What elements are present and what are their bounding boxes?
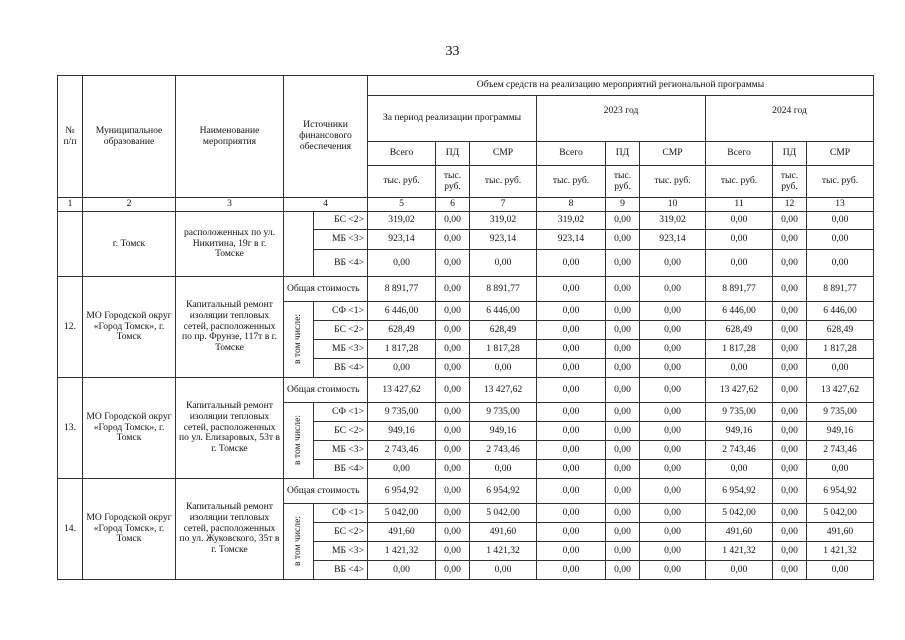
- source-label: МБ <3>: [314, 340, 368, 359]
- value-cell: 0,00: [706, 460, 773, 479]
- value-cell: 1 421,32: [470, 542, 537, 561]
- value-cell: 0,00: [368, 359, 436, 378]
- source-label: СФ <1>: [314, 403, 368, 422]
- value-cell: 0,00: [537, 441, 606, 460]
- value-cell: 0,00: [640, 422, 706, 441]
- header-subcol: Всего: [537, 142, 606, 166]
- header-period-2024: 2024 год: [706, 96, 874, 142]
- value-cell: 0,00: [640, 250, 706, 277]
- value-cell: 0,00: [706, 359, 773, 378]
- value-cell: 949,16: [470, 422, 537, 441]
- value-cell: 0,00: [773, 340, 807, 359]
- table-row: [58, 378, 874, 403]
- header-sources: Источники финансового обеспечения: [284, 76, 368, 198]
- header-period-total: За период реализации программы: [368, 96, 537, 142]
- value-cell: 0,00: [368, 460, 436, 479]
- total-label: Общая стоимость: [284, 277, 368, 302]
- value-cell: 0,00: [606, 441, 640, 460]
- value-cell: 923,14: [368, 230, 436, 250]
- value-cell: 949,16: [368, 422, 436, 441]
- value-cell: 0,00: [807, 561, 874, 580]
- in-total-cell: [284, 504, 314, 580]
- value-cell: 13 427,62: [706, 378, 773, 403]
- value-cell: 1 421,32: [368, 542, 436, 561]
- header-volume: Объем средств на реализацию мероприятий региональной программы: [368, 76, 874, 96]
- value-cell: 0,00: [640, 441, 706, 460]
- column-number: 10: [640, 198, 706, 212]
- value-cell: 0,00: [640, 504, 706, 523]
- header-unit: тыс. руб.: [537, 166, 606, 198]
- value-cell: 0,00: [606, 504, 640, 523]
- value-cell: 0,00: [773, 212, 807, 230]
- value-cell: 0,00: [640, 340, 706, 359]
- header-subcol: ПД: [606, 142, 640, 166]
- value-cell: 0,00: [537, 561, 606, 580]
- value-cell: 0,00: [606, 230, 640, 250]
- header-no: № п/п: [58, 76, 83, 198]
- value-cell: 0,00: [436, 212, 470, 230]
- column-number: 11: [706, 198, 773, 212]
- column-number: 8: [537, 198, 606, 212]
- value-cell: 949,16: [706, 422, 773, 441]
- header-subcol: ПД: [436, 142, 470, 166]
- value-cell: 0,00: [640, 523, 706, 542]
- value-cell: 0,00: [773, 479, 807, 504]
- measure-cell: Капитальный ремонт изоляции тепловых сетей, расположенных по ул. Елизаровых, 53т в г. Томске: [176, 378, 284, 479]
- value-cell: 949,16: [807, 422, 874, 441]
- value-cell: 0,00: [706, 250, 773, 277]
- value-cell: 0,00: [537, 523, 606, 542]
- value-cell: 0,00: [436, 359, 470, 378]
- value-cell: 1 817,28: [807, 340, 874, 359]
- column-number: 9: [606, 198, 640, 212]
- value-cell: 628,49: [368, 321, 436, 340]
- header-unit: тыс. руб.: [773, 166, 807, 198]
- value-cell: 0,00: [606, 212, 640, 230]
- subtotal-spacer: [284, 212, 314, 277]
- value-cell: 0,00: [537, 359, 606, 378]
- header-subcol: СМР: [470, 142, 537, 166]
- value-cell: 0,00: [436, 441, 470, 460]
- value-cell: 0,00: [606, 302, 640, 321]
- row-number: [58, 212, 83, 277]
- value-cell: 0,00: [537, 340, 606, 359]
- measure-cell: расположенных по ул. Никитина, 19г в г. Томске: [176, 212, 284, 277]
- value-cell: 6 446,00: [706, 302, 773, 321]
- header-subcol: СМР: [640, 142, 706, 166]
- header-subcol: СМР: [807, 142, 874, 166]
- source-label: СФ <1>: [314, 302, 368, 321]
- value-cell: 0,00: [537, 479, 606, 504]
- value-cell: 0,00: [537, 250, 606, 277]
- source-label: МБ <3>: [314, 230, 368, 250]
- value-cell: 0,00: [606, 250, 640, 277]
- value-cell: 0,00: [537, 321, 606, 340]
- value-cell: 319,02: [470, 212, 537, 230]
- value-cell: 8 891,77: [470, 277, 537, 302]
- header-subcol: Всего: [368, 142, 436, 166]
- value-cell: 0,00: [606, 561, 640, 580]
- value-cell: 0,00: [606, 403, 640, 422]
- value-cell: 0,00: [640, 359, 706, 378]
- value-cell: 0,00: [537, 403, 606, 422]
- value-cell: 0,00: [807, 460, 874, 479]
- header-unit: тыс. руб.: [807, 166, 874, 198]
- value-cell: 0,00: [606, 542, 640, 561]
- column-number: 5: [368, 198, 436, 212]
- value-cell: 0,00: [368, 250, 436, 277]
- value-cell: 923,14: [470, 230, 537, 250]
- value-cell: 2 743,46: [470, 441, 537, 460]
- value-cell: 0,00: [436, 277, 470, 302]
- source-label: ВБ <4>: [314, 460, 368, 479]
- value-cell: 0,00: [773, 460, 807, 479]
- value-cell: 0,00: [773, 277, 807, 302]
- value-cell: 0,00: [606, 378, 640, 403]
- value-cell: 0,00: [537, 504, 606, 523]
- value-cell: 9 735,00: [807, 403, 874, 422]
- value-cell: 6 446,00: [368, 302, 436, 321]
- value-cell: 0,00: [470, 359, 537, 378]
- header-subcol: ПД: [773, 142, 807, 166]
- value-cell: 0,00: [606, 422, 640, 441]
- value-cell: 5 042,00: [470, 504, 537, 523]
- source-label: ВБ <4>: [314, 359, 368, 378]
- row-number: 13.: [58, 378, 83, 479]
- value-cell: 0,00: [537, 378, 606, 403]
- source-label: БС <2>: [314, 422, 368, 441]
- value-cell: 0,00: [436, 504, 470, 523]
- value-cell: 6 446,00: [470, 302, 537, 321]
- header-subcol: Всего: [706, 142, 773, 166]
- column-number: 13: [807, 198, 874, 212]
- value-cell: 0,00: [807, 230, 874, 250]
- value-cell: 923,14: [640, 230, 706, 250]
- value-cell: 0,00: [436, 542, 470, 561]
- column-number: 12: [773, 198, 807, 212]
- value-cell: 0,00: [706, 230, 773, 250]
- header-unit: тыс. руб.: [640, 166, 706, 198]
- value-cell: 0,00: [773, 403, 807, 422]
- value-cell: 5 042,00: [807, 504, 874, 523]
- source-label: ВБ <4>: [314, 250, 368, 277]
- municipality-cell: МО Городской округ «Город Томск», г. Томск: [83, 277, 176, 378]
- program-funding-table: [57, 75, 874, 580]
- value-cell: 0,00: [640, 460, 706, 479]
- column-number: 2: [83, 198, 176, 212]
- value-cell: 0,00: [606, 460, 640, 479]
- value-cell: 1 817,28: [368, 340, 436, 359]
- value-cell: 0,00: [368, 561, 436, 580]
- value-cell: 0,00: [640, 321, 706, 340]
- value-cell: 0,00: [606, 340, 640, 359]
- measure-cell: Капитальный ремонт изоляции тепловых сетей, расположенных по ул. Жуковского, 35т в г. Томске: [176, 479, 284, 580]
- value-cell: 13 427,62: [807, 378, 874, 403]
- header-unit: тыс. руб.: [706, 166, 773, 198]
- column-number: 3: [176, 198, 284, 212]
- value-cell: 1 817,28: [706, 340, 773, 359]
- value-cell: 0,00: [807, 359, 874, 378]
- value-cell: 8 891,77: [368, 277, 436, 302]
- value-cell: 13 427,62: [368, 378, 436, 403]
- value-cell: 6 954,92: [706, 479, 773, 504]
- value-cell: 0,00: [537, 277, 606, 302]
- value-cell: 1 421,32: [807, 542, 874, 561]
- header-municipality: Муниципальное образование: [83, 76, 176, 198]
- value-cell: 491,60: [368, 523, 436, 542]
- value-cell: 5 042,00: [368, 504, 436, 523]
- value-cell: 0,00: [606, 479, 640, 504]
- source-label: БС <2>: [314, 212, 368, 230]
- value-cell: 0,00: [640, 378, 706, 403]
- value-cell: 0,00: [470, 460, 537, 479]
- total-label: Общая стоимость: [284, 479, 368, 504]
- value-cell: 8 891,77: [807, 277, 874, 302]
- column-number: 1: [58, 198, 83, 212]
- header-unit: тыс. руб.: [470, 166, 537, 198]
- value-cell: 0,00: [773, 441, 807, 460]
- value-cell: 0,00: [706, 212, 773, 230]
- value-cell: 2 743,46: [807, 441, 874, 460]
- value-cell: 0,00: [470, 561, 537, 580]
- value-cell: 9 735,00: [470, 403, 537, 422]
- value-cell: 491,60: [807, 523, 874, 542]
- value-cell: 0,00: [773, 250, 807, 277]
- municipality-cell: МО Городской округ «Город Томск», г. Томск: [83, 479, 176, 580]
- value-cell: 1 817,28: [470, 340, 537, 359]
- value-cell: 0,00: [436, 340, 470, 359]
- value-cell: 0,00: [537, 422, 606, 441]
- source-label: БС <2>: [314, 321, 368, 340]
- value-cell: 0,00: [436, 422, 470, 441]
- value-cell: 0,00: [436, 250, 470, 277]
- value-cell: 0,00: [606, 277, 640, 302]
- source-label: СФ <1>: [314, 504, 368, 523]
- source-label: МБ <3>: [314, 542, 368, 561]
- table-row: [58, 277, 874, 302]
- value-cell: 0,00: [773, 321, 807, 340]
- in-total-label: в том числе:: [292, 415, 304, 466]
- value-cell: 0,00: [640, 542, 706, 561]
- value-cell: 2 743,46: [368, 441, 436, 460]
- measure-cell: Капитальный ремонт изоляции тепловых сетей, расположенных по пр. Фрунзе, 117т в г. Томске: [176, 277, 284, 378]
- value-cell: 0,00: [773, 230, 807, 250]
- header-period-2023: 2023 год: [537, 96, 706, 142]
- value-cell: 8 891,77: [706, 277, 773, 302]
- in-total-cell: [284, 302, 314, 378]
- value-cell: 1 421,32: [706, 542, 773, 561]
- value-cell: 0,00: [606, 523, 640, 542]
- value-cell: 0,00: [640, 277, 706, 302]
- value-cell: 6 954,92: [368, 479, 436, 504]
- value-cell: 0,00: [537, 302, 606, 321]
- table-row: [58, 479, 874, 504]
- value-cell: 0,00: [436, 460, 470, 479]
- source-label: БС <2>: [314, 523, 368, 542]
- municipality-cell: МО Городской округ «Город Томск», г. Томск: [83, 378, 176, 479]
- value-cell: 0,00: [436, 230, 470, 250]
- value-cell: 628,49: [706, 321, 773, 340]
- value-cell: 0,00: [436, 403, 470, 422]
- value-cell: 0,00: [640, 479, 706, 504]
- value-cell: 0,00: [606, 359, 640, 378]
- in-total-label: в том числе:: [292, 314, 304, 365]
- value-cell: 0,00: [436, 378, 470, 403]
- value-cell: 0,00: [773, 523, 807, 542]
- header-unit: тыс. руб.: [436, 166, 470, 198]
- value-cell: 628,49: [807, 321, 874, 340]
- in-total-label: в том числе:: [292, 516, 304, 567]
- source-label: ВБ <4>: [314, 561, 368, 580]
- value-cell: 6 446,00: [807, 302, 874, 321]
- value-cell: 9 735,00: [368, 403, 436, 422]
- header-measure: Наименование мероприятия: [176, 76, 284, 198]
- value-cell: 0,00: [436, 561, 470, 580]
- table-row: [58, 212, 874, 230]
- value-cell: 0,00: [436, 479, 470, 504]
- value-cell: 0,00: [807, 250, 874, 277]
- header-unit: тыс. руб.: [368, 166, 436, 198]
- value-cell: 0,00: [537, 542, 606, 561]
- value-cell: 0,00: [640, 561, 706, 580]
- value-cell: 0,00: [773, 504, 807, 523]
- value-cell: 0,00: [706, 561, 773, 580]
- column-number: 4: [284, 198, 368, 212]
- total-label: Общая стоимость: [284, 378, 368, 403]
- value-cell: 0,00: [436, 523, 470, 542]
- value-cell: 0,00: [470, 250, 537, 277]
- value-cell: 0,00: [436, 321, 470, 340]
- value-cell: 0,00: [773, 359, 807, 378]
- value-cell: 319,02: [537, 212, 606, 230]
- value-cell: 9 735,00: [706, 403, 773, 422]
- value-cell: 0,00: [640, 302, 706, 321]
- value-cell: 0,00: [773, 302, 807, 321]
- value-cell: 0,00: [773, 378, 807, 403]
- value-cell: 0,00: [606, 321, 640, 340]
- value-cell: 6 954,92: [470, 479, 537, 504]
- source-label: МБ <3>: [314, 441, 368, 460]
- value-cell: 0,00: [773, 422, 807, 441]
- value-cell: 0,00: [640, 403, 706, 422]
- row-number: 12.: [58, 277, 83, 378]
- value-cell: 6 954,92: [807, 479, 874, 504]
- header-unit: тыс. руб.: [606, 166, 640, 198]
- value-cell: 0,00: [773, 542, 807, 561]
- value-cell: 0,00: [537, 460, 606, 479]
- value-cell: 628,49: [470, 321, 537, 340]
- value-cell: 319,02: [640, 212, 706, 230]
- column-number: 7: [470, 198, 537, 212]
- value-cell: 13 427,62: [470, 378, 537, 403]
- value-cell: 319,02: [368, 212, 436, 230]
- value-cell: 0,00: [436, 302, 470, 321]
- row-number: 14.: [58, 479, 83, 580]
- column-number: 6: [436, 198, 470, 212]
- municipality-cell: г. Томск: [83, 212, 176, 277]
- value-cell: 491,60: [470, 523, 537, 542]
- value-cell: 0,00: [807, 212, 874, 230]
- value-cell: 491,60: [706, 523, 773, 542]
- in-total-cell: [284, 403, 314, 479]
- value-cell: 923,14: [537, 230, 606, 250]
- value-cell: 2 743,46: [706, 441, 773, 460]
- value-cell: 5 042,00: [706, 504, 773, 523]
- page-number: 33: [445, 44, 460, 59]
- value-cell: 0,00: [773, 561, 807, 580]
